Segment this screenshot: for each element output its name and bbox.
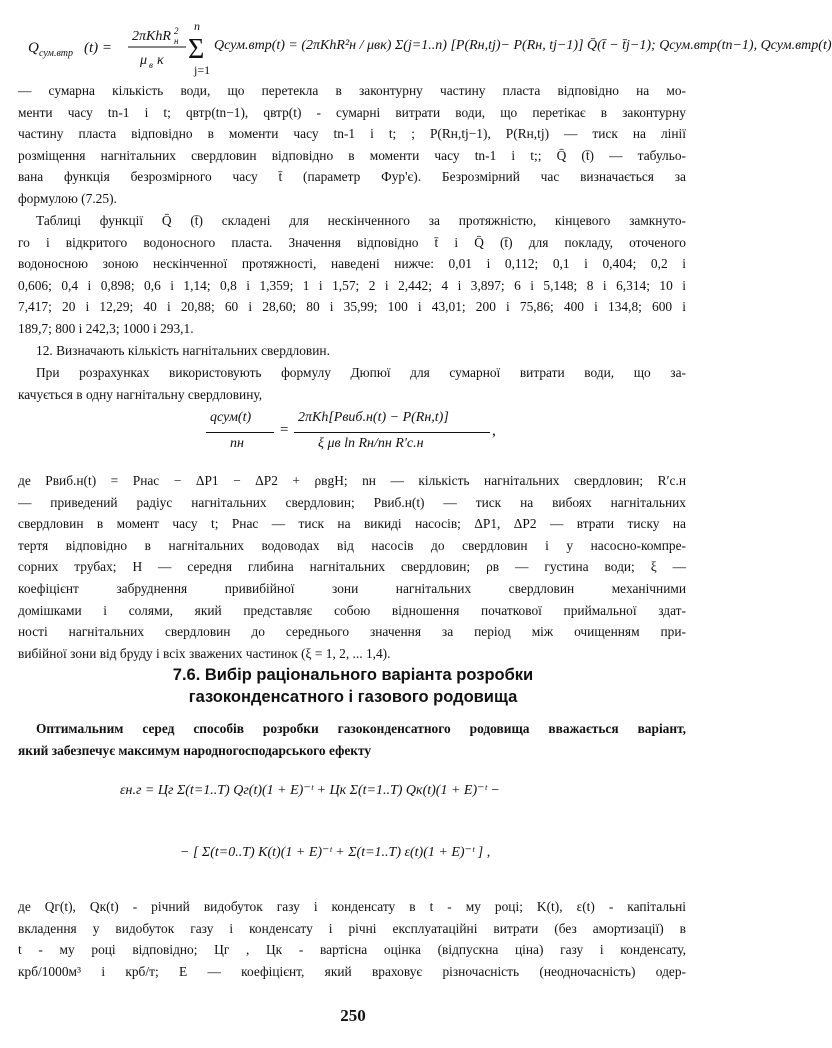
text-line: свердловин в момент часу t; Pнас — тиск на викиді насосів; ΔP1, ΔP2 — втрати тиску на: [18, 516, 686, 532]
formula-2-equals: =: [280, 422, 289, 438]
text-line: ності нагнітальних свердловин до середнього значення за період між очищенням при-: [18, 624, 686, 640]
text-line: Оптимальним серед способів розробки газоконденсатного родовища вважається варіант,: [36, 721, 686, 736]
text-line: який забезпечує максимум народногосподарського ефекту: [18, 742, 372, 758]
section-heading-line-1: 7.6. Вибір раціонального варіанта розробки: [172, 666, 534, 684]
svg-text:2πKhR: 2πKhR: [132, 29, 171, 44]
paragraph-3: [18, 362, 686, 405]
text-line: вана функція безрозмірного часу t̄ (параметр Фур'є). Безрозмірний час визначається за: [18, 169, 686, 185]
text-line: качується в одну нагнітальну свердловину,: [18, 386, 263, 402]
svg-text:Q: Q: [28, 40, 39, 56]
svg-text:в: в: [149, 60, 153, 70]
formula-3-line-2: − [ Σ(t=0..T) K(t)(1 + E)⁻ᵗ + Σ(t=1..T) ε(t)(1 + E)⁻ᵗ ] ,: [180, 845, 491, 860]
text-line: 189,7; 800 і 242,3; 1000 і 293,1.: [18, 320, 194, 336]
text-line: 0,606; 0,4 і 0,898; 0,6 і 1,14; 0,8 і 1,359; 1 і 1,57; 2 і 2,442; 4 і 3,897; 6 і 5,148; 8 і 6,314; 10 і: [18, 277, 686, 293]
paragraph-6: [18, 896, 686, 982]
formula-3-line-1: εн.г = Цг Σ(t=1..T) Qг(t)(1 + E)⁻ᵗ + Цк Σ(t=1..T) Qк(t)(1 + E)⁻ᵗ −: [120, 783, 500, 798]
text-line: При розрахунках використовують формулу Дюпюї для сумарної витрати води, що за-: [36, 365, 686, 380]
text-line: розміщення нагнітальних свердловин відповідно в моменти часу tn-1 і t;; Q̄ (t̄) — табульо-: [18, 147, 686, 163]
paragraph-5: [18, 718, 686, 761]
paragraph-1: [18, 80, 686, 210]
paragraph-4: [18, 470, 686, 664]
text-line: водоносною зоною нескінченної протяжності, наведені нижче: 0,01 і 0,112; 0,1 і 0,404; 0,2 і: [18, 256, 686, 272]
formula-1-text: Qсум.втр(t) = (2πKhR²н / μвκ) Σ(j=1..n) [P(Rн,tj)− P(Rн, tj−1)] Q̄(t̄ − t̄j−1); Qсум.втр(tn−1), Qсум.втр(t): [214, 38, 832, 53]
svg-text:н: н: [174, 36, 179, 46]
text-line: го і відкритого водоносного пласта. Значення відповідно t̄ і Q̄ (t̄) для покладу, оточеного: [18, 234, 686, 250]
svg-text:2: 2: [174, 26, 179, 36]
svg-text:κ: κ: [157, 53, 164, 68]
text-line: коефіцієнт забруднення привибійної зони нагнітальних свердловин механічними: [18, 580, 686, 596]
text-line: де Pвиб.н(t) = Pнас − ΔP1 − ΔP2 + ρвgH; nн — кількість нагнітальних свердловин; R′с.н: [18, 473, 686, 488]
svg-text:j=1: j=1: [194, 63, 211, 77]
text-line: тертя відповідно в нагнітальних водоводах від насосів до свердловин і у насосно-компре-: [18, 537, 686, 553]
formula-2-lhs-denominator: nн: [230, 436, 244, 451]
text-line: 12. Визначають кількість нагнітальних свердловин.: [36, 343, 330, 358]
section-heading-line-2: газоконденсатного і газового родовища: [188, 688, 518, 706]
text-line: вкладення у видобуток газу і конденсату і річні експлуатаційні витрати (без амортизації) в: [18, 920, 686, 936]
formula-2-comma: ,: [492, 422, 496, 439]
text-line: менти часу tn-1 і t; qвтр(tn−1), qвтр(t) - сумарні витрати води, що перетікає в законтурну: [18, 104, 686, 120]
text-line: — приведений радіус нагнітальних свердловин; Pвиб.н(t) — тиск на вибоях нагнітальних: [18, 494, 686, 510]
svg-text:сум.втр: сум.втр: [39, 48, 74, 59]
text-line: t - му році відповідно; Цг , Цк - вартісна оцінка (відпускна ціна) газу і конденсату,: [18, 942, 686, 958]
formula-2-rhs-denominator: ξ μв ln Rн/nн R′с.н: [318, 436, 424, 451]
item-12: [18, 340, 686, 362]
text-line: — сумарна кількість води, що перетекла в законтурну частину пласта відповідно на мо-: [18, 83, 686, 98]
text-line: домішками і солями, який представляє собою відношення початкової приймальної здат-: [18, 602, 686, 618]
paragraph-2: [18, 210, 686, 340]
formula-2-rhs-fraction-bar: [294, 432, 490, 433]
text-line: сорних трубах; H — середня глибина нагнітальних свердловин; ρв — густина води; ξ —: [18, 559, 686, 575]
section-heading: [0, 664, 706, 708]
text-line: Таблиці функції Q̄ (t̄) складені для нескінченного за протяжністю, кінцевого замкнуто-: [36, 213, 686, 228]
svg-text:(t) =: (t) =: [84, 40, 113, 56]
svg-text:n: n: [194, 19, 200, 33]
text-line: де Qг(t), Qк(t) - річний видобуток газу і конденсату в t - му році; K(t), ε(t) - капітальні: [18, 899, 686, 914]
formula-cumulative-water: [28, 14, 832, 80]
text-line: вибійної зони від бруду і всіх зважених частинок (ξ = 1, 2, ... 1,4).: [18, 645, 391, 661]
page-number: 250: [340, 1006, 366, 1025]
text-line: 7,417; 20 і 12,29; 40 і 20,88; 60 і 28,60; 80 і 35,99; 100 і 43,01; 200 і 75,86; 400 і 134,8; 600 і: [18, 299, 686, 315]
formula-2-lhs-numerator: qсум(t): [210, 410, 252, 425]
text-line: крб/1000м³ і крб/т; E — коефіцієнт, який враховує різночасність (неодночасність) одер-: [18, 963, 686, 979]
formula-dupuit: [200, 408, 500, 464]
svg-text:μ: μ: [140, 53, 148, 68]
formula-2-lhs-fraction-bar: [206, 432, 274, 433]
formula-2-rhs-numerator: 2πKh[Pвиб.н(t) − P(Rн,t)]: [298, 410, 449, 425]
text-line: частину пласта відповідно в моменти часу tn-1 і t; ; P(Rн,tj−1), P(Rн,tj) — тиск на лінії: [18, 126, 686, 142]
svg-text:Σ: Σ: [188, 34, 205, 65]
formula-economic-effect: [120, 766, 640, 886]
text-line: формулою (7.25).: [18, 190, 117, 206]
